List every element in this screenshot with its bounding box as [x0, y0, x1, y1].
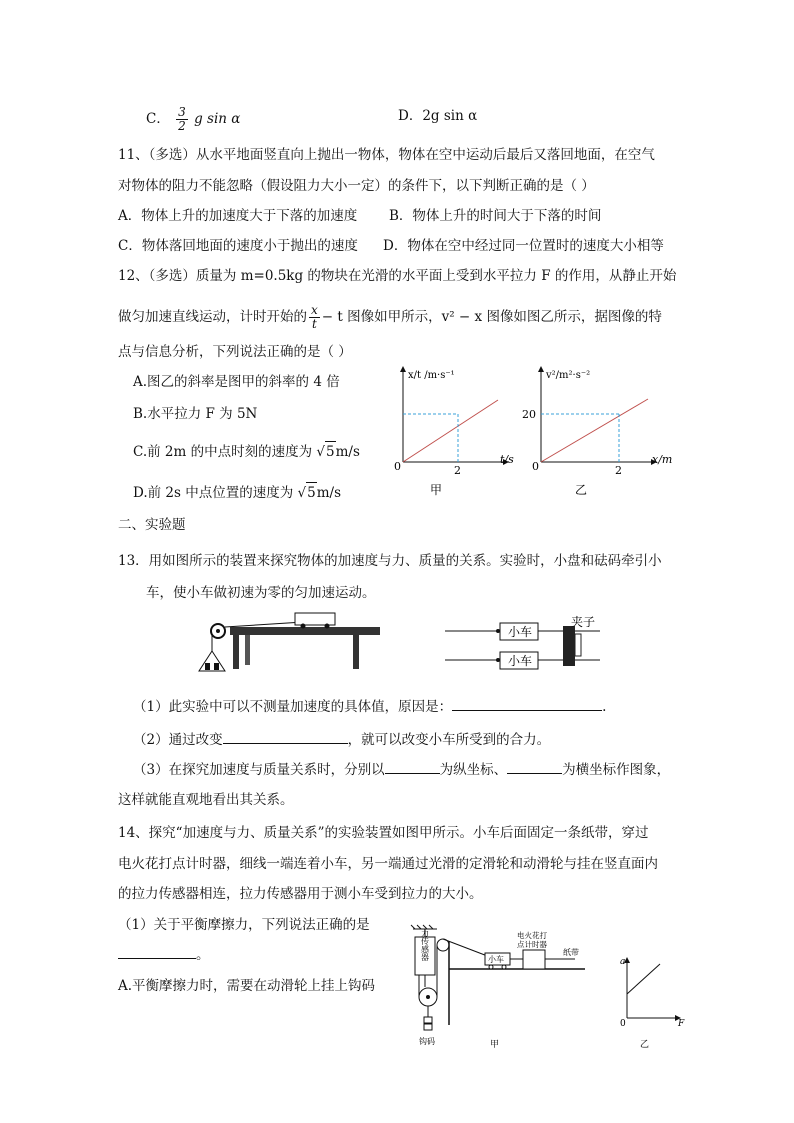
x-tick-label: 2 — [615, 464, 622, 477]
origin-label: 0 — [532, 460, 539, 473]
answer-blank[interactable] — [385, 759, 440, 774]
q13-apparatus-side — [195, 607, 385, 682]
q14-apparatus — [405, 925, 600, 1055]
q14-stem-line1: 14、探究“加速度与力、质量关系”的实验装置如图甲所示。小车后面固定一条纸带，穿过 — [118, 825, 649, 841]
hook-weight — [424, 1017, 432, 1023]
spark-timer — [523, 950, 545, 969]
q13-stem-line2: 车，使小车做初速为零的匀加速运动。 — [146, 585, 376, 601]
q14-part1-blank-line: 。 — [118, 944, 210, 965]
q14-stem-line2: 电火花打点计时器，细线一端连着小车，另一端通过光滑的定滑轮和动滑轮与挂在竖直面内 — [118, 856, 658, 872]
answer-blank[interactable] — [118, 944, 196, 959]
table-leg — [245, 635, 250, 665]
answer-blank[interactable] — [223, 729, 348, 744]
hook-label: 钩码 — [419, 1037, 435, 1046]
y-axis-label: x/t /m·s⁻¹ — [408, 370, 455, 381]
answer-blank[interactable] — [452, 696, 602, 711]
table-leg — [233, 635, 239, 669]
q11-option-c: C．物体落回地面的速度小于抛出的速度 — [118, 238, 358, 254]
x-axis-label: x/m — [652, 453, 673, 466]
data-line — [627, 964, 660, 994]
sqrt-symbol: √ — [297, 485, 307, 501]
q13-part1: （1）此实验中可以不测量加速度的具体值，原因是： . — [133, 696, 606, 717]
q12-option-b: B.水平拉力 F 为 5N — [133, 406, 258, 422]
tape-label: 纸带 — [563, 948, 579, 957]
q11-option-d: D．物体在空中经过同一位置时的速度大小相等 — [383, 238, 664, 254]
q13-part3-cont: 这样就能直观地看出其关系。 — [118, 792, 294, 808]
y-axis-label: a — [620, 957, 626, 967]
answer-blank[interactable] — [507, 759, 562, 774]
data-line — [403, 400, 498, 462]
q12-option-d: D.前 2s 中点位置的速度为 √5m/s — [133, 482, 341, 503]
q12-stem-line3: 点与信息分析，下列说法正确的是（ ） — [118, 344, 352, 360]
q12-stem-line2: 做匀加速直线运动，计时开始的 $\frac{x}{t}$ − t 图像如甲所示，v² − x 图像如图乙所示，据图像的特 — [118, 303, 662, 331]
q14-stem-line3: 的拉力传感器相连，拉力传感器用于测小车受到拉力的大小。 — [118, 886, 483, 902]
timer-label-1: 电火花打 — [517, 931, 547, 940]
q14-graph-yi — [612, 950, 692, 1050]
q10-option-c: C． $\frac{3}{2}$ g sin α — [146, 105, 241, 133]
timer-label-2: 点计时器 — [517, 940, 547, 949]
force-sensor-label: 力传感器 — [420, 929, 430, 961]
x-axis-label: F — [678, 1019, 685, 1029]
q10-option-d: D．2g sin α — [398, 108, 478, 124]
weight-pan — [199, 651, 225, 671]
cart-bottom-label: 小车 — [508, 654, 533, 668]
q13-stem-line1: 13．用如图所示的装置来探究物体的加速度与力、质量的关系。实验时，小盘和砝码牵引小 — [118, 553, 662, 569]
caption: 乙 — [575, 483, 588, 497]
fraction-3-2: $\frac{3}{2}$ — [178, 105, 186, 133]
q11-stem-line2: 对物体的阻力不能忽略（假设阻力大小一定）的条件下，以下判断正确的是（ ） — [118, 178, 595, 194]
q14-part1: （1）关于平衡摩擦力，下列说法正确的是 — [118, 917, 370, 933]
cart-label: 小车 — [488, 955, 504, 964]
q11-option-a: A．物体上升的加速度大于下落的加速度 — [118, 208, 358, 224]
origin-label: 0 — [394, 460, 401, 473]
cart — [295, 613, 335, 625]
section-heading: 二、实验题 — [118, 517, 186, 533]
fraction-x-over-t: $\frac{x}{t}$ — [311, 303, 318, 331]
x-axis-label: t/s — [500, 453, 514, 466]
q11-stem-line1: 11、（多选）从水平地面竖直向上抛出一物体，物体在空中运动后最后又落回地面，在空气 — [118, 147, 655, 163]
x-tick-label: 2 — [454, 464, 461, 477]
graph-yi — [522, 362, 678, 502]
caption-jia: 甲 — [490, 1040, 500, 1050]
caption: 甲 — [430, 483, 443, 497]
q13-part2: （2）通过改变 ，就可以改变小车所受到的合力。 — [133, 729, 550, 750]
clamp — [563, 626, 575, 666]
q13-part3: （3）在探究加速度与质量关系时，分别以 为纵坐标、 为横坐标作图象， — [133, 759, 670, 780]
graph-jia — [388, 362, 528, 502]
q12-stem-line1: 12、（多选）质量为 m=0.5kg 的物块在光滑的水平面上受到水平拉力 F 的作用，从静止开始 — [118, 268, 677, 284]
caption-yi: 乙 — [640, 1040, 650, 1050]
q14-option-a: A.平衡摩擦力时，需要在动滑轮上挂上钩码 — [118, 978, 376, 994]
q12-option-c: C.前 2m 的中点时刻的速度为 √5m/s — [133, 441, 360, 462]
clamp-label: 夹子 — [571, 615, 596, 629]
sqrt-symbol: √ — [316, 444, 326, 460]
table-leg — [353, 635, 359, 669]
q11-option-b: B．物体上升的时间大于下落的时间 — [389, 208, 602, 224]
cart-top-label: 小车 — [508, 625, 533, 639]
q13-apparatus-top — [440, 614, 610, 674]
origin-label: 0 — [620, 1019, 626, 1029]
y-axis-label: v²/m²·s⁻² — [546, 370, 591, 381]
y-tick-label: 20 — [522, 408, 536, 421]
q12-option-a: A.图乙的斜率是图甲的斜率的 4 倍 — [133, 374, 340, 390]
data-line — [541, 399, 648, 462]
table-top — [230, 627, 380, 635]
